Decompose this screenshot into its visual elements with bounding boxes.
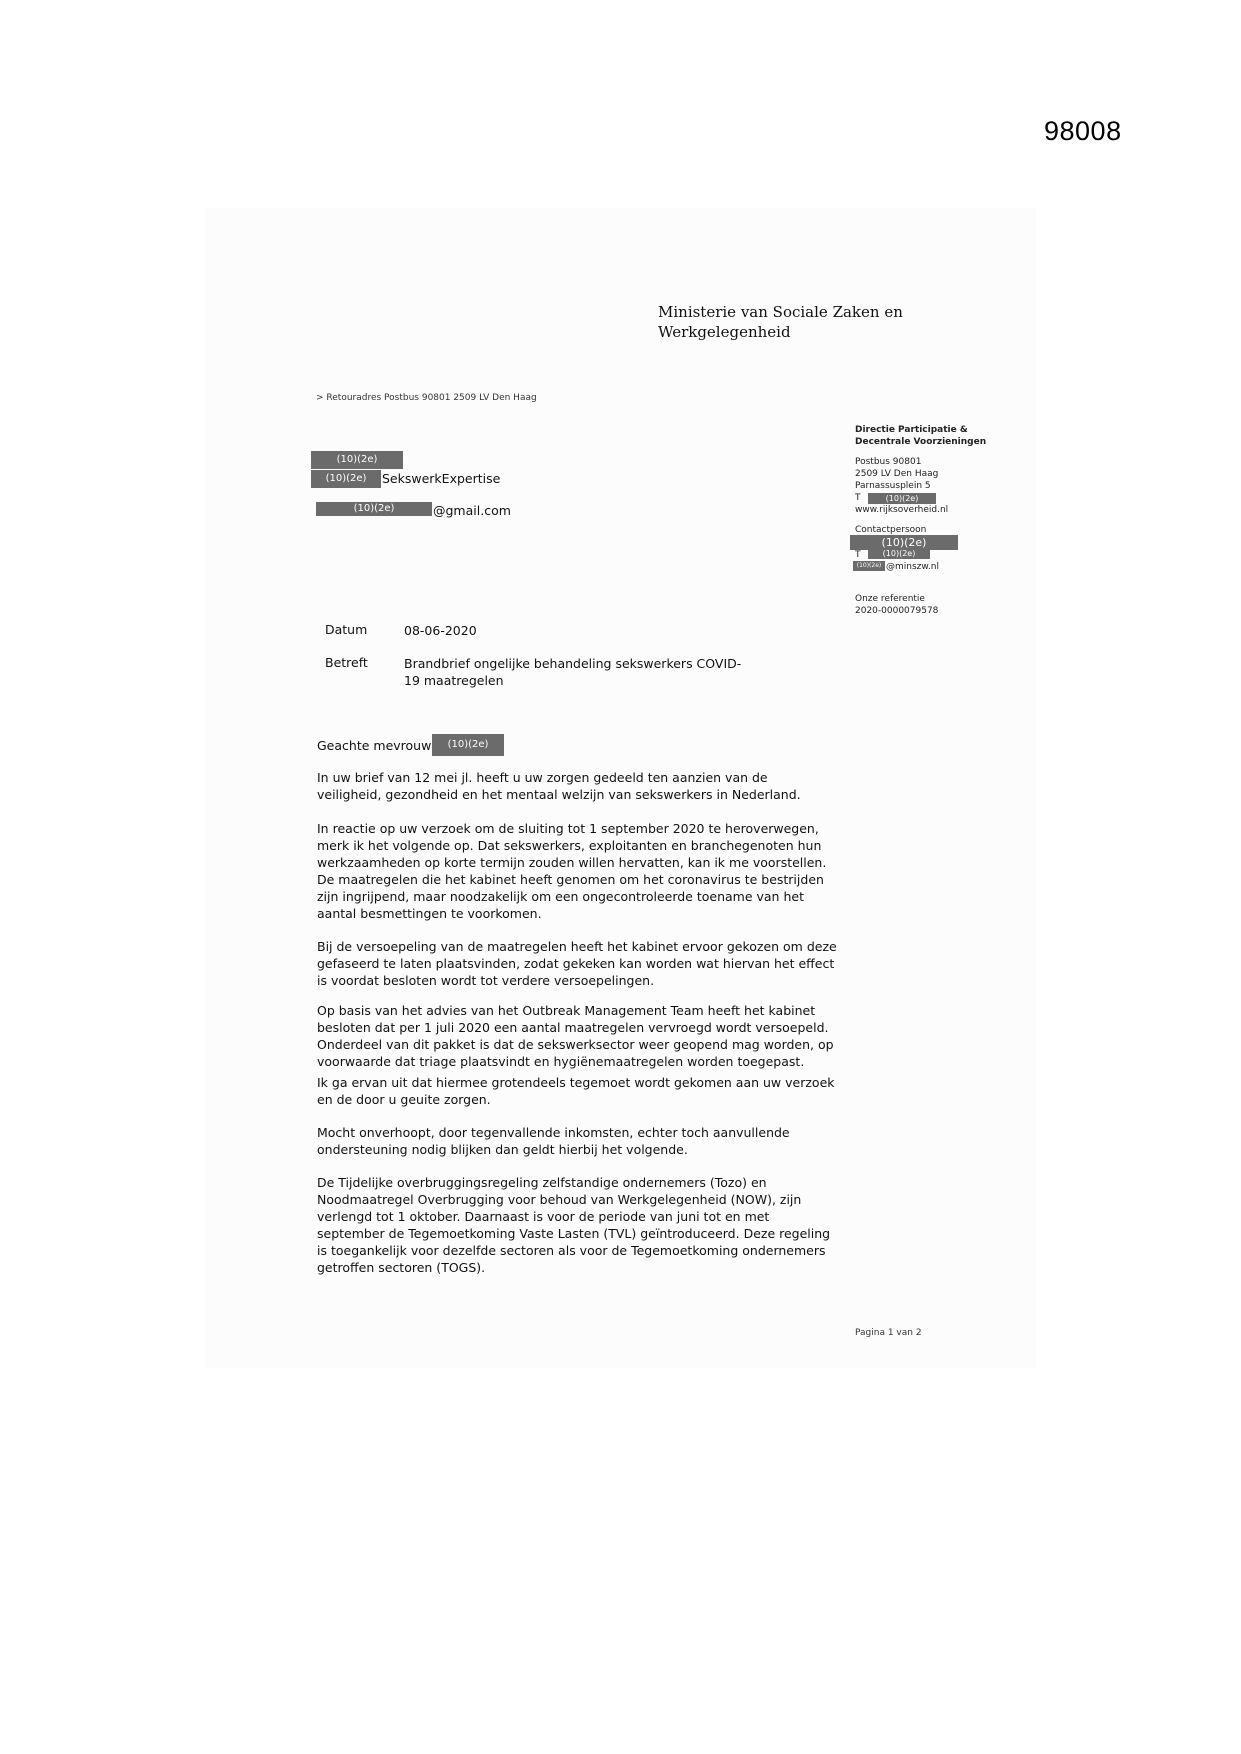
website: www.rijksoverheid.nl: [855, 505, 949, 515]
paragraph: [317, 820, 857, 922]
date-label: Datum: [325, 622, 368, 637]
paragraph-line: voorwaarde dat triage plaatsvindt en hygiënemaatregelen worden toegepast.: [317, 1054, 805, 1069]
paragraph: [317, 1074, 857, 1108]
department-line-2: Decentrale Voorzieningen: [855, 437, 987, 447]
street: Parnassusplein 5: [855, 481, 931, 491]
paragraph-line: In reactie op uw verzoek om de sluiting tot 1 september 2020 te heroverwegen,: [317, 821, 819, 836]
paragraph: [317, 769, 857, 803]
department-line-1: Directie Participatie &: [855, 425, 968, 435]
reference-number: 2020-0000079578: [855, 606, 939, 616]
redaction-box: (10)(2e): [850, 535, 958, 550]
paragraph-line: getroffen sectoren (TOGS).: [317, 1260, 486, 1275]
ministry-line-2: Werkgelegenheid: [658, 323, 791, 341]
postcode-city: 2509 LV Den Haag: [855, 469, 939, 479]
return-address: > Retouradres Postbus 90801 2509 LV Den Haag: [316, 393, 537, 403]
paragraph-line: en de door u geuite zorgen.: [317, 1092, 491, 1107]
paragraph: [317, 1002, 857, 1070]
paragraph: [317, 938, 857, 989]
redaction-box: (10)(2e): [853, 561, 885, 571]
date-value: 08-06-2020: [404, 623, 477, 638]
paragraph-line: werkzaamheden op korte termijn zouden willen hervatten, kan ik me voorstellen.: [317, 855, 827, 870]
paragraph: [317, 1174, 857, 1276]
page-number: Pagina 1 van 2: [855, 1328, 922, 1338]
salutation: Geachte mevrouw: [317, 738, 432, 753]
subject-line-1: Brandbrief ongelijke behandeling sekswerkers COVID-: [404, 656, 742, 671]
department-name: [855, 424, 986, 448]
paragraph-line: De Tijdelijke overbruggingsregeling zelfstandige ondernemers (Tozo) en: [317, 1175, 767, 1190]
paragraph-line: september de Tegemoetkoming Vaste Lasten (TVL) geïntroduceerd. Deze regeling: [317, 1226, 831, 1241]
paragraph-line: aantal besmettingen te voorkomen.: [317, 906, 542, 921]
recipient-email-suffix: @gmail.com: [433, 503, 511, 518]
paragraph-line: ondersteuning nodig blijken dan geldt hierbij het volgende.: [317, 1142, 688, 1157]
contact-email-suffix: @minszw.nl: [886, 562, 939, 572]
ministry-letterhead: [658, 302, 903, 342]
reference-heading: Onze referentie: [855, 594, 925, 604]
recipient-organisation: SekswerkExpertise: [382, 471, 501, 486]
ministry-address: [855, 456, 948, 516]
redaction-box: (10)(2e): [311, 470, 381, 488]
paragraph-line: Mocht onverhoopt, door tegenvallende inkomsten, echter toch aanvullende: [317, 1125, 790, 1140]
paragraph-line: is voordat besloten wordt tot verdere versoepelingen.: [317, 973, 655, 988]
paragraph-line: besloten dat per 1 juli 2020 een aantal maatregelen vervroegd wordt versoepeld.: [317, 1020, 829, 1035]
redaction-box: (10)(2e): [311, 451, 403, 469]
postbus: Postbus 90801: [855, 457, 922, 467]
paragraph-line: zijn ingrijpend, maar noodzakelijk om een ongecontroleerde toename van het: [317, 889, 804, 904]
paragraph-line: Ik ga ervan uit dat hiermee grotendeels tegemoet wordt gekomen aan uw verzoek: [317, 1075, 835, 1090]
paragraph-line: merk ik het volgende op. Dat sekswerkers, exploitanten en branchegenoten hun: [317, 838, 822, 853]
paragraph-line: veiligheid, gezondheid en het mentaal welzijn van sekswerkers in Nederland.: [317, 787, 801, 802]
paragraph-line: Noodmaatregel Overbrugging voor behoud van Werkgelegenheid (NOW), zijn: [317, 1192, 802, 1207]
contact-phone-prefix: T: [855, 550, 861, 560]
contact-heading: Contactpersoon: [855, 525, 927, 535]
paragraph-line: Op basis van het advies van het Outbreak Management Team heeft het kabinet: [317, 1003, 816, 1018]
paragraph-line: In uw brief van 12 mei jl. heeft u uw zorgen gedeeld ten aanzien van de: [317, 770, 768, 785]
subject-value: [404, 655, 741, 689]
paragraph-line: Onderdeel van dit pakket is dat de sekswerksector weer geopend mag worden, op: [317, 1037, 834, 1052]
ministry-line-1: Ministerie van Sociale Zaken en: [658, 303, 903, 321]
redaction-box: (10)(2e): [868, 493, 936, 504]
paragraph: [317, 1124, 857, 1158]
subject-label: Betreft: [325, 655, 368, 670]
paragraph-line: Bij de versoepeling van de maatregelen heeft het kabinet ervoor gekozen om deze: [317, 939, 837, 954]
redaction-box: (10)(2e): [432, 734, 504, 756]
paragraph-line: gefaseerd te laten plaatsvinden, zodat gekeken kan worden wat hiervan het effect: [317, 956, 835, 971]
paragraph-line: De maatregelen die het kabinet heeft genomen om het coronavirus te bestrijden: [317, 872, 824, 887]
paragraph-line: is toegankelijk voor dezelfde sectoren als voor de Tegemoetkoming ondernemers: [317, 1243, 826, 1258]
redaction-box: (10)(2e): [316, 502, 432, 516]
document-number: 98008: [1044, 116, 1122, 146]
paragraph-line: verlengd tot 1 oktober. Daarnaast is voor de periode van juni tot en met: [317, 1209, 770, 1224]
subject-line-2: 19 maatregelen: [404, 673, 504, 688]
phone-prefix: T: [855, 493, 861, 503]
redaction-box: (10)(2e): [868, 549, 930, 559]
